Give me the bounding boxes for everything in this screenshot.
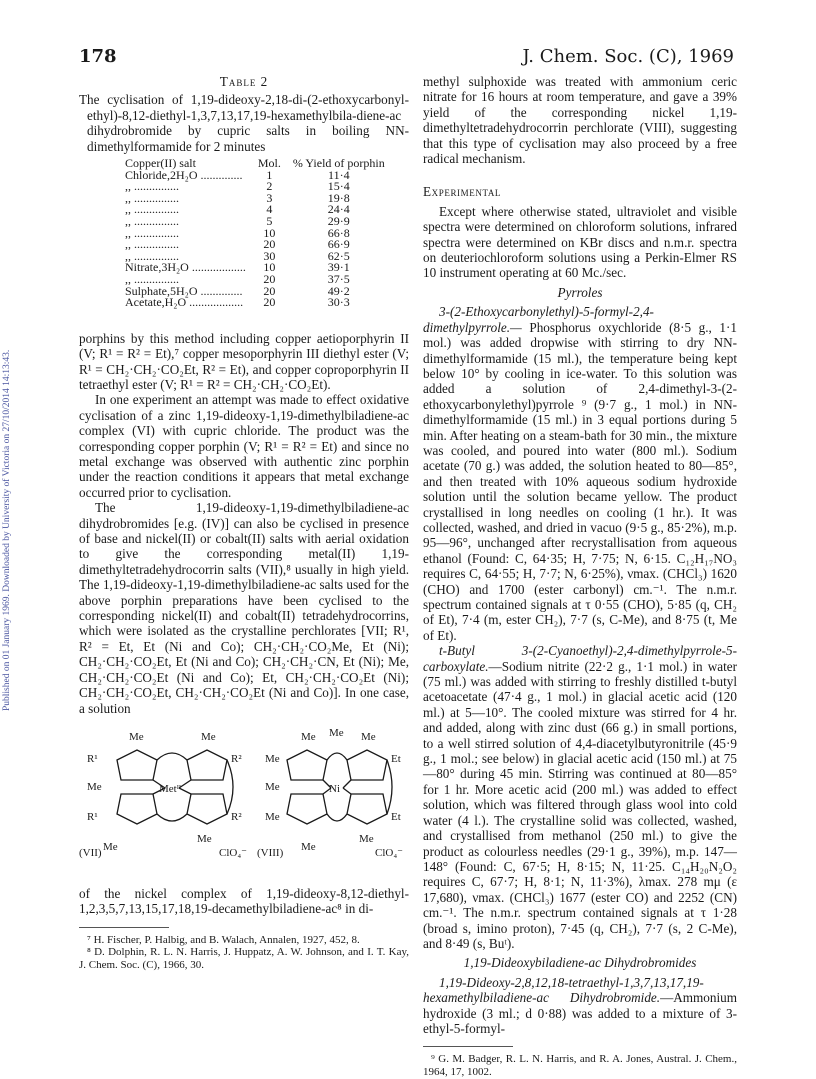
salt-cell: ,, ............... [125,214,179,228]
yield-cell: 19·8 [327,190,350,205]
compound-body-2: —Sodium nitrite (22·2 g., 1·1 mol.) in water (75 ml.) was added with stirring to freshly distilled t-butyl acetoacetate (47·4 g., 1 mol.) in glacial acetic acid (120 ml.) at 5—10°. The cooled mixture was stirred for 4 hr. and added, along with zinc dust (66 g.) in small portions, to a well stirred solution of 4,4-diacetylbutyronitrile (45·9 g., 1 mol.; see below) in glacial acetic acid (150 ml.) at 75—80° during 45 min. Stirring was continued at 80—85° for 1 hr. More acetic acid (200 ml.) was added to effect solution, which was filtered through glass wool into cold water (4 l.). The crystalline solid was collected, washed, and crystallised from methanol (250 ml.) to give the product as colourless needles (29·1 g., 39%), m.p. 147—148° (Found: C, 67·5; H, 8·15; N, 11·25. C₁₄H₂₀N₂O₂ requires C, 67·7; H, 8·1; N, 11·3%), λmax. 278 mμ (ε 17,680), νmax. (CHCl₃) 1677 (ester CO) and 2252 (CN) cm.⁻¹. The n.m.r. spectrum contained signals at τ 1·28 (broad s, imino proton), 7·45 (q, CH₂), 7·7 (s, 2 C-Me), and 8·49 (s, Buᵗ). [423,658,737,951]
viii-perchlorate: ClO₄⁻ [375,846,403,859]
page-number: 178 [79,46,117,67]
mol-cell: 20 [263,295,276,310]
ring-viii-a [287,750,327,780]
ring-viii-d [347,794,387,824]
compound-body-1: Phosphorus oxychloride (8·5 g., 1·1 mol.) was added dropwise with stirring to dry NN-dimethylformamide (15 ml.), the temperature being kept below 10° by cooling in ice-water. To this solution was added a solution of 2,4-dimethyl-3-(2-ethoxycarbonylethyl)pyrrole ⁹ (9·7 g., 1 mol.) in NN-dimethylformamide (15 ml.) in 3 equal portions during 5 min. After heating on a steam-bath for 30 min., the mixture was cooled, and poured into water (800 ml.). Sodium acetate (70 g.) was added, the solution heated to 80—85°, and then treated with 10% aqueous sodium hydroxide solution until the solution became yellow. The product crystallised in long needles on cooling (1 hr.). It was collected, washed, and dried in vacuo (9·5 g., 85·2%), m.p. 95—96°, unchanged after recrystallisation from aqueous ethanol (Found: C, 64·35; H, 7·75; N, 6·15. C₁₂H₁₇NO₃ requires C, 64·55; H, 7·7; N, 6·25%), νmax. (CHCl₃) 1620 (CHO) and 1700 (ester carbonyl) cm.⁻¹. The n.m.r. spectrum contained signals at τ 0·55 (CHO), 5·85 (q, CH₂ of Et), 7·4 (m, ester CH₂), 7·7 (s, C-Me), and 8·75 (t, Me of Et). [423,319,737,643]
vii-r1-top: R¹ [87,752,98,765]
yield-cell: 66·8 [327,225,350,240]
right-paragraph-5 [423,975,737,1037]
viii-me-7: Me [301,840,316,853]
salt-cell: ,, ............... [125,179,179,194]
ring-vii-b [187,750,227,780]
left-paragraph-1: porphins by this method including copper aetioporphyrin II (V; R¹ = R² = Et),⁷ copper mesoporphyrin III diethyl ester (V; R¹ = CH₂·CH₂·CO₂Et, R² = Et), and copper coproporphyrin II tetraethyl ester (V; R¹ = R² = CH₂·CH₂·CO₂Et). [79,330,409,392]
bridge-vii-top [157,753,187,760]
ring-vii-c [117,794,157,824]
biladiene-heading: 1,19-Dideoxybiladiene-ac Dihydrobromides [463,955,697,971]
ring-vii-d [187,794,227,824]
bridge-viii-right [387,760,392,814]
vii-metal: Metᴵᴵ [159,782,182,795]
vii-me-5: Me [197,832,212,845]
vii-r2-bottom: R² [231,810,242,823]
viii-me-2: Me [329,726,344,739]
col-header-salt: Copper(II) salt [125,156,196,171]
left-column [79,74,409,972]
mol-cell: 20 [263,283,276,298]
table-row [119,297,391,309]
download-notice: Published on 01 January 1969. Downloaded by University of Victoria on 27/10/2014 14:13:43. [2,349,12,711]
right-paragraph-3 [423,304,737,643]
viii-me-4: Me [265,752,280,765]
footnote-8: ⁸ D. Dolphin, R. L. N. Harris, J. Huppatz, A. W. Johnson, and I. T. Kay, J. Chem. Soc. (C), 1966, 30. [79,946,409,971]
journal-header: J. Chem. Soc. (C), 1969 [522,46,734,67]
mol-cell: 1 [266,167,273,182]
compound-title-3: 1,19-Dideoxy-2,8,12,18-tetraethyl-1,3,7,13,17,19-hexamethylbiladiene-ac Dihydrobromide. [423,974,704,1006]
bridge-vii-bottom [157,814,187,821]
salt-cell: ,, ............... [125,271,179,286]
salt-cell: ,, ............... [125,190,179,205]
mol-cell: 10 [263,260,276,275]
viii-label: (VIII) [257,846,284,859]
right-paragraph-1: methyl sulphoxide was treated with ammonium ceric nitrate for 16 hours at room temperature, and gave a 39% yield of the corresponding nickel 1,19-dimethyltetradehydrocorrin perchlorate (VIII), suggesting that this type of cyclisation may also proceed by a free radical mechanism. [423,74,737,167]
yield-cell: 30·3 [327,295,350,310]
vii-label: (VII) [79,846,102,859]
ring-viii-c [287,794,327,824]
vii-me-3: Me [87,780,102,793]
salt-cell: ,, ............... [125,248,179,263]
right-column [423,74,737,1079]
viii-me-6: Me [265,810,280,823]
structures-figure [79,722,409,882]
col-header-yield: % Yield of porphin [292,156,385,171]
compound-title-2: t-Butyl 3-(2-Cyanoethyl)-2,4-dimethylpyrrole-5-carboxylate. [423,643,737,674]
viii-et-top: Et [391,752,401,765]
viii-me-8: Me [359,832,374,845]
ring-vii-a [117,750,157,780]
yield-table [119,158,391,309]
viii-me-1: Me [301,730,316,743]
col-header-mol: Mol. [257,156,281,171]
yield-cell: 24·4 [327,202,350,217]
yield-cell: 15·4 [327,179,350,194]
bridge-viii-bottom [327,814,347,821]
table-body [119,167,391,310]
footnote-7: ⁷ H. Fischer, P. Halbig, and B. Walach, Annalen, 1927, 452, 8. [87,933,360,946]
vii-r1-bottom: R¹ [87,810,98,823]
experimental-heading: Experimental [423,184,502,200]
left-paragraph-4: of the nickel complex of 1,19-dideoxy-8,12-diethyl-1,2,3,5,7,13,15,17,18,19-decamethylbiladiene-ac⁸ in di- [79,885,409,917]
yield-cell: 62·5 [327,248,350,263]
structure-drawings [79,722,409,882]
yield-cell: 49·2 [327,283,350,298]
right-paragraph-4 [423,643,737,951]
yield-cell: 37·5 [327,271,350,286]
compound-title-1: 3-(2-Ethoxycarbonylethyl)-5-formyl-2,4-dimethylpyrrole.— [423,304,654,335]
salt-cell: ,, ............... [125,202,179,217]
footnote-rule [79,927,169,928]
pyrroles-heading: Pyrroles [557,284,603,300]
viii-me-3: Me [361,730,376,743]
table-title: Table 2 [219,74,269,89]
table-caption: The cyclisation of 1,19-dideoxy-2,18-di-(2-ethoxycarbonyl-ethyl)-8,12-diethyl-1,3,7,13,17,19-hexamethylbila-diene-ac dihydrobromide by cupric salts in boiling NN-dimethylformamide for 2 minutes [79,92,409,154]
mol-cell: 30 [263,248,276,263]
mol-cell: 2 [266,179,273,194]
bond-viii-2 [343,780,351,788]
salt-cell: Chloride,2H₂O .............. [125,167,243,182]
yield-cell: 66·9 [327,237,350,252]
mol-cell: 10 [263,225,276,240]
compound-body-3: —Ammonium hydroxide (3 ml.; d 0·88) was added to a mixture of 3-ethyl-5-formyl- [423,990,737,1036]
salt-cell: Acetate,H₂O .................. [125,295,244,310]
left-paragraph-2: In one experiment an attempt was made to effect oxidative cyclisation of a zinc 1,19-dideoxy-1,19-dimethylbiladiene-ac complex (VI) with cupric chloride. The product was the corresponding copper porphin (V; R¹ = R² = Et) and since no metal exchange was observed with authentic zinc porphin under the reaction conditions it appears that metal exchange occurred prior to cyclisation. [79,392,409,500]
salt-cell: Sulphate,5H₂O .............. [125,283,243,298]
mol-cell: 3 [266,190,273,205]
salt-cell: ,, ............... [125,225,179,240]
mol-cell: 20 [263,237,276,252]
vii-me-1: Me [129,730,144,743]
vii-perchlorate: ClO₄⁻ [219,846,247,859]
mol-cell: 5 [266,214,273,228]
salt-cell: ,, ............... [125,237,179,252]
right-paragraph-2: Except where otherwise stated, ultraviolet and visible spectra were determined on chloroform solutions, infrared spectra were determined on KBr discs and n.m.r. spectra on deuteriochloroform solutions using a Perkin-Elmer RS 10 instrument operating at 60 Mc./sec. [423,203,737,281]
bridge-vii-right [227,760,233,814]
ring-viii-b [347,750,387,780]
bridge-viii-top [327,753,347,760]
vii-r2-top: R² [231,752,242,765]
viii-me-5: Me [265,780,280,793]
footnote-9: ⁹ G. M. Badger, R. L. N. Harris, and R. A. Jones, Austral. J. Chem., 1964, 17, 1002. [423,1053,737,1078]
vii-me-2: Me [201,730,216,743]
left-paragraph-3: The 1,19-dideoxy-1,19-dimethylbiladiene-ac dihydrobromides [e.g. (IV)] can also be cyclised in presence of base and nickel(II) or cobalt(II) salts with aerial oxidation to give the corresponding metal(II) 1,19-dimethyltetradehydrocorrin salts (VII),⁸ usually in high yield. The 1,19-dideoxy-1,19-dimethylbiladiene-ac salts used for the above porphin preparations have been cyclised to the corresponding nickel(II) and cobalt(II) tetradehydrocorrins, which were isolated as the crystalline perchlorates [VII; R¹, R² = Et, Et (Ni and Co); CH₂·CH₂·CO₂Me, Et (Ni); CH₂·CH₂·CO₂Et, Et (Ni and Co); CH₂·CH₂·CN, Et (Ni); Me, CH₂·CH₂·CO₂Et (Ni and Co); Et, CH₂·CH₂·CO₂Et (Ni); CH₂·CH₂·CO₂Et, CH₂·CH₂·CO₂Et (Ni and Co)]. In one case, a solution [79,500,409,716]
mol-cell: 4 [266,202,273,217]
salt-cell: Nitrate,3H₂O .................. [125,260,246,275]
vii-me-4: Me [103,840,118,853]
footnote-rule-right [423,1046,513,1047]
bond-viii-4 [343,788,351,794]
yield-cell: 11·4 [328,167,350,182]
viii-et-bottom: Et [391,810,401,823]
viii-metal: Ni [329,782,340,795]
yield-cell: 29·9 [327,214,350,228]
mol-cell: 20 [263,271,276,286]
yield-cell: 39·1 [327,260,350,275]
